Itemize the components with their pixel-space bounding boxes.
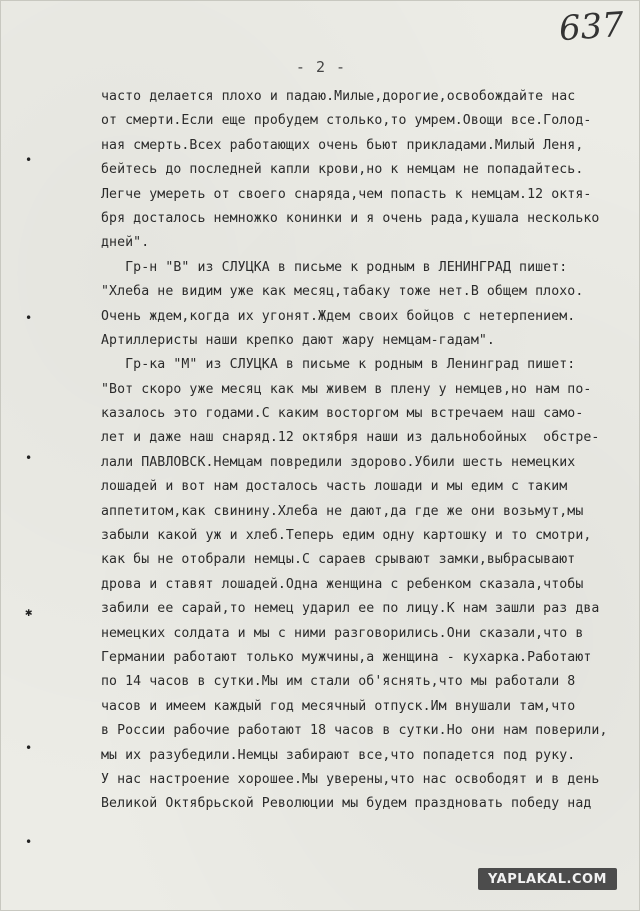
text-line: бейтесь до последней капли крови,но к немцам не попадайтесь. xyxy=(101,162,584,178)
punch-hole-mark: • xyxy=(25,835,33,849)
text-line: Очень ждем,когда их угонят.Ждем своих бойцов с нетерпением. xyxy=(101,308,576,324)
text-line: часто делается плохо и падаю.Милые,дорогие,освобождайте нас xyxy=(101,89,576,104)
page-marker: - 2 - xyxy=(295,58,347,76)
typewritten-body xyxy=(101,85,621,817)
text-line: Гр-ка "М" из СЛУЦКА в письме к родным в Ленинград пишет: xyxy=(101,357,576,373)
text-line: в России рабочие работают 18 часов в сутки.Но они нам поверили, xyxy=(101,723,608,739)
watermark-logo: YAPLAKAL.COM xyxy=(478,868,617,890)
text-line: часов и имеем каждый год месячный отпуск.Им внушали там,что xyxy=(101,698,576,714)
text-line: по 14 часов в сутки.Мы им стали об'яснять,что мы работали 8 xyxy=(101,674,576,690)
text-line: лет и даже наш снаряд.12 октября наши из дальнобойных обстре- xyxy=(101,430,600,446)
text-line: "Хлеба не видим уже как месяц,табаку тоже нет.В общем плохо. xyxy=(101,284,584,300)
text-line: дней". xyxy=(101,235,150,251)
text-line: аппетитом,как свинину.Хлеба не дают,да где же они возьмут,мы xyxy=(101,503,584,519)
punch-hole-mark: • xyxy=(25,741,33,755)
text-line: Гр-н "В" из СЛУЦКА в письме к родным в ЛЕНИНГРАД пишет: xyxy=(101,259,568,275)
text-line: казалось это годами.С каким восторгом мы встречаем наш само- xyxy=(101,406,584,422)
text-line: ная смерть.Всех работающих очень бьют прикладами.Милый Леня, xyxy=(101,137,584,153)
punch-hole-mark: • xyxy=(25,311,33,325)
text-line: лали ПАВЛОВСК.Немцам повредили здорово.Убили шесть немецких xyxy=(101,454,576,470)
text-line: мы их разубедили.Немцы забирают все,что попадется под руку. xyxy=(101,747,576,763)
punch-hole-mark: ✱ xyxy=(25,605,33,619)
text-line: как бы не отобрали немцы.С сараев срывают замки,выбрасывают xyxy=(101,552,576,568)
text-line: забили ее сарай,то немец ударил ее по лицу.К нам зашли раз два xyxy=(101,601,600,617)
text-line: У нас настроение хорошее.Мы уверены,что нас освободят и в день xyxy=(101,771,600,787)
text-line: лошадей и вот нам досталось часть лошади и мы едим с таким xyxy=(101,479,568,495)
punch-hole-mark: • xyxy=(25,451,33,465)
text-line: Великой Октябрьской Революции мы будем праздновать победу над xyxy=(101,796,592,812)
text-line: "Вот скоро уже месяц как мы живем в плену у немцев,но нам по- xyxy=(101,381,592,397)
punch-hole-mark: • xyxy=(25,153,33,167)
handwritten-page-number: 637 xyxy=(557,4,626,50)
text-line: дрова и ставят лошадей.Одна женщина с ребенком сказала,чтобы xyxy=(101,576,584,592)
text-line: забыли какой уж и хлеб.Теперь едим одну картошку и то смотри, xyxy=(101,528,592,544)
text-line: Германии работают только мужчины,а женщина - кухарка.Работают xyxy=(101,649,592,665)
text-line: Легче умереть от своего снаряда,чем попасть к немцам.12 октя- xyxy=(101,186,592,202)
text-line: от смерти.Если еще пробудем столько,то умрем.Овощи все.Голод- xyxy=(101,113,592,129)
text-line: немецких солдата и мы с ними разговорились.Они сказали,что в xyxy=(101,625,584,641)
text-line: Артиллеристы наши крепко дают жару немцам-гадам". xyxy=(101,332,495,348)
text-line: бря досталось немножко конинки и я очень рада,кушала несколько xyxy=(101,210,600,226)
